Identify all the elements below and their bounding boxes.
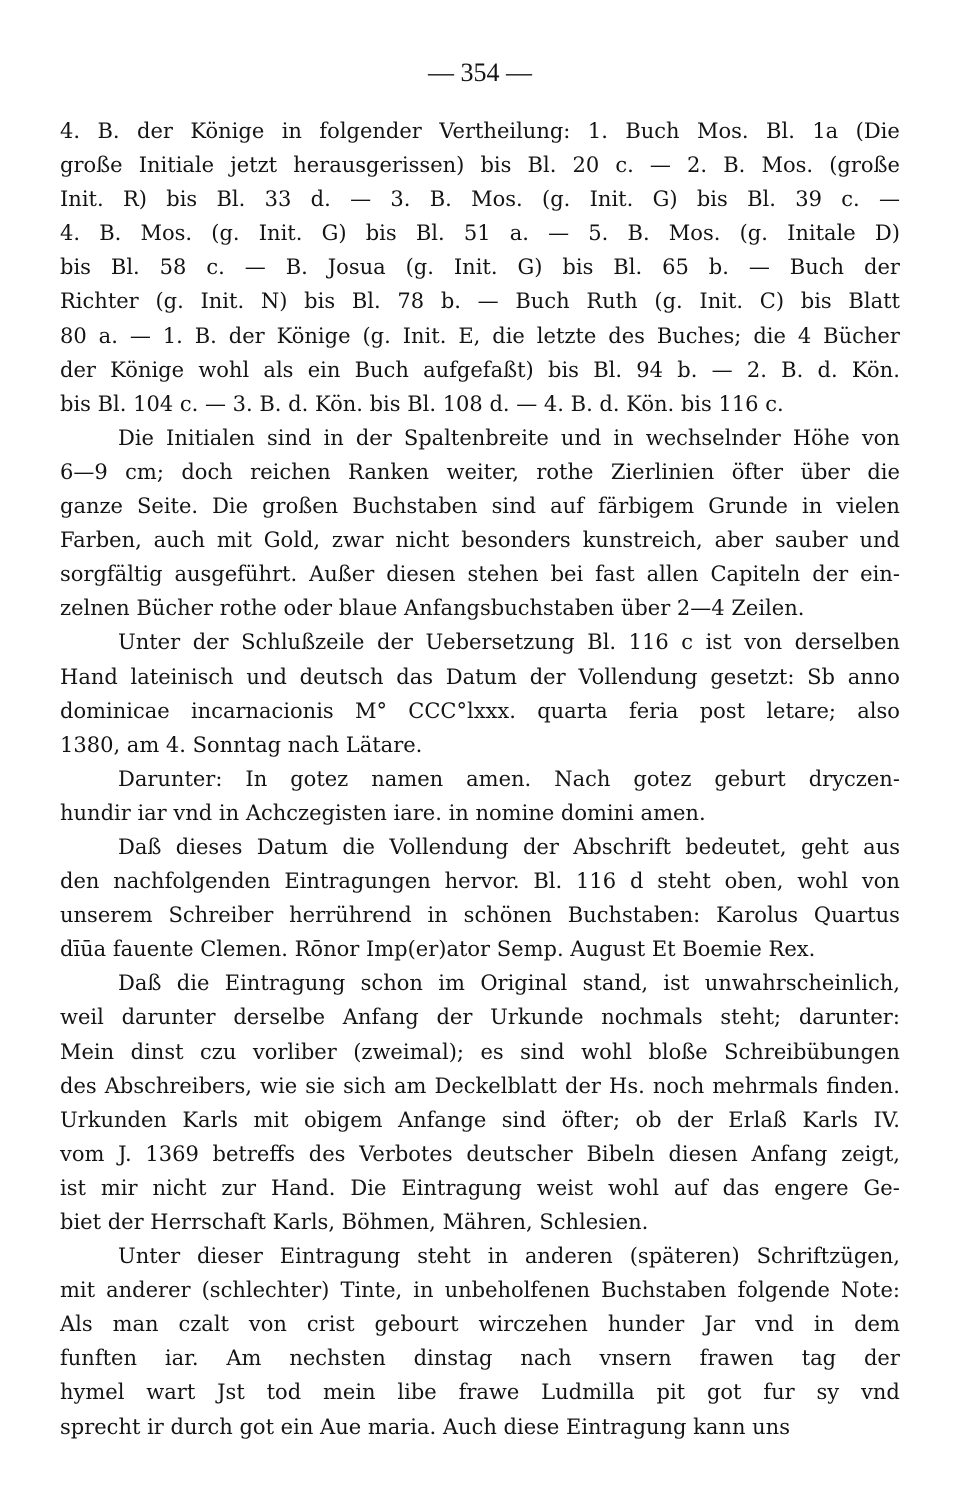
document-page [60,58,900,1444]
paragraph [60,625,900,761]
text-line: biet der Herrschaft Karls, Böhmen, Mähren, Schlesien. [60,1210,649,1234]
text-line: 4. B. der Könige in folgender Vertheilung: 1. Buch Mos. Bl. 1a (Die [60,119,900,143]
text-line: Unter dieser Eintragung steht in anderen (späteren) Schriftzügen, [118,1244,900,1269]
text-line: hundir iar vnd in Achczegisten iare. in nomine domini amen. [60,800,706,825]
text-line: mit anderer (schlechter) Tinte, in unbeholfenen Buchstaben folgende Note: [60,1278,900,1303]
text-line: Hand lateinisch und deutsch das Datum der Vollendung gesetzt: Sb anno [60,664,900,689]
text-line: große Initiale jetzt herausgerissen) bis Bl. 20 c. — 2. B. Mos. (große [60,153,900,178]
text-line: weil darunter derselbe Anfang der Urkunde nochmals steht; darunter: [60,1005,900,1030]
text-line: Unter der Schlußzeile der Uebersetzung Bl. 116 c ist von derselben [118,630,900,655]
text-line: vom J. 1369 betreffs des Verbotes deutscher Bibeln diesen Anfang zeigt, [60,1141,900,1166]
text-line: 6—9 cm; doch reichen Ranken weiter, rothe Zierlinien öfter über die [60,459,900,484]
text-line: den nachfolgenden Eintragungen hervor. Bl. 116 d steht oben, wohl von [60,869,900,894]
paragraph [60,966,900,1239]
text-line: bis Bl. 58 c. — B. Josua (g. Init. G) bis Bl. 65 b. — Buch der [60,255,900,280]
text-line: Daß dieses Datum die Vollendung der Abschrift bedeutet, geht aus [118,834,900,859]
text-line: Darunter: In gotez namen amen. Nach gotez geburt dryczen- [118,766,900,791]
paragraph [60,421,900,626]
text-line: Richter (g. Init. N) bis Bl. 78 b. — Buch Ruth (g. Init. C) bis Blatt [60,289,900,314]
paragraph [60,830,900,966]
text-line: ist mir nicht zur Hand. Die Eintragung weist wohl auf das engere Ge- [60,1175,900,1200]
text-line: 80 a. — 1. B. der Könige (g. Init. E, die letzte des Buches; die 4 Bücher [60,323,900,348]
text-line: des Abschreibers, wie sie sich am Deckelblatt der Hs. noch mehrmals finden. [60,1073,900,1098]
body-text [60,114,900,1444]
paragraph [60,762,900,830]
text-line: Die Initialen sind in der Spaltenbreite und in wechselnder Höhe von [118,425,900,450]
text-line: Als man czalt von crist gebourt wirczehen hunder Jar vnd in dem [60,1312,900,1337]
paragraph [60,114,900,421]
text-line: ganze Seite. Die großen Buchstaben sind auf färbigem Grunde in vielen [60,494,900,519]
text-line: funften iar. Am nechsten dinstag nach vnsern frawen tag der [60,1346,900,1371]
page-number: — 354 — [428,58,532,87]
text-line: sorgfältig ausgeführt. Außer diesen stehen bei fast allen Capiteln der ein- [60,562,900,587]
text-line: unserem Schreiber herrührend in schönen Buchstaben: Karolus Quartus [60,903,900,928]
text-line: Mein dinst czu vorliber (zweimal); es sind wohl bloße Schreibübungen [60,1039,900,1064]
text-line: 1380, am 4. Sonntag nach Lätare. [60,732,423,757]
text-line: der Könige wohl als ein Buch aufgefaßt) bis Bl. 94 b. — 2. B. d. Kön. [60,357,900,382]
text-line: 4. B. Mos. (g. Init. G) bis Bl. 51 a. — 5. B. Mos. (g. Initale D) [60,221,900,246]
text-line: zelnen Bücher rothe oder blaue Anfangsbuchstaben über 2—4 Zeilen. [60,596,805,621]
text-line: Urkunden Karls mit obigem Anfange sind öfter; ob der Erlaß Karls IV. [60,1107,900,1132]
text-line: Init. R) bis Bl. 33 d. — 3. B. Mos. (g. Init. G) bis Bl. 39 c. — [60,187,900,212]
text-line: bis Bl. 104 c. — 3. B. d. Kön. bis Bl. 108 d. — 4. B. d. Kön. bis 116 c. [60,391,784,416]
text-line: hymel wart Jst tod mein libe frawe Ludmilla pit got fur sy vnd [60,1380,900,1405]
text-line: Farben, auch mit Gold, zwar nicht besonders kunstreich, aber sauber und [60,528,900,553]
text-line: dīūa fauente Clemen. Rōnor Imp(er)ator Semp. August Et Boemie Rex. [60,937,816,962]
text-line: sprecht ir durch got ein Aue maria. Auch diese Eintragung kann uns [60,1414,790,1439]
text-line: dominicae incarnacionis M° CCC°lxxx. quarta feria post letare; also [60,698,900,723]
text-line: Daß die Eintragung schon im Original stand, ist unwahrscheinlich, [118,971,900,996]
paragraph [60,1239,900,1444]
